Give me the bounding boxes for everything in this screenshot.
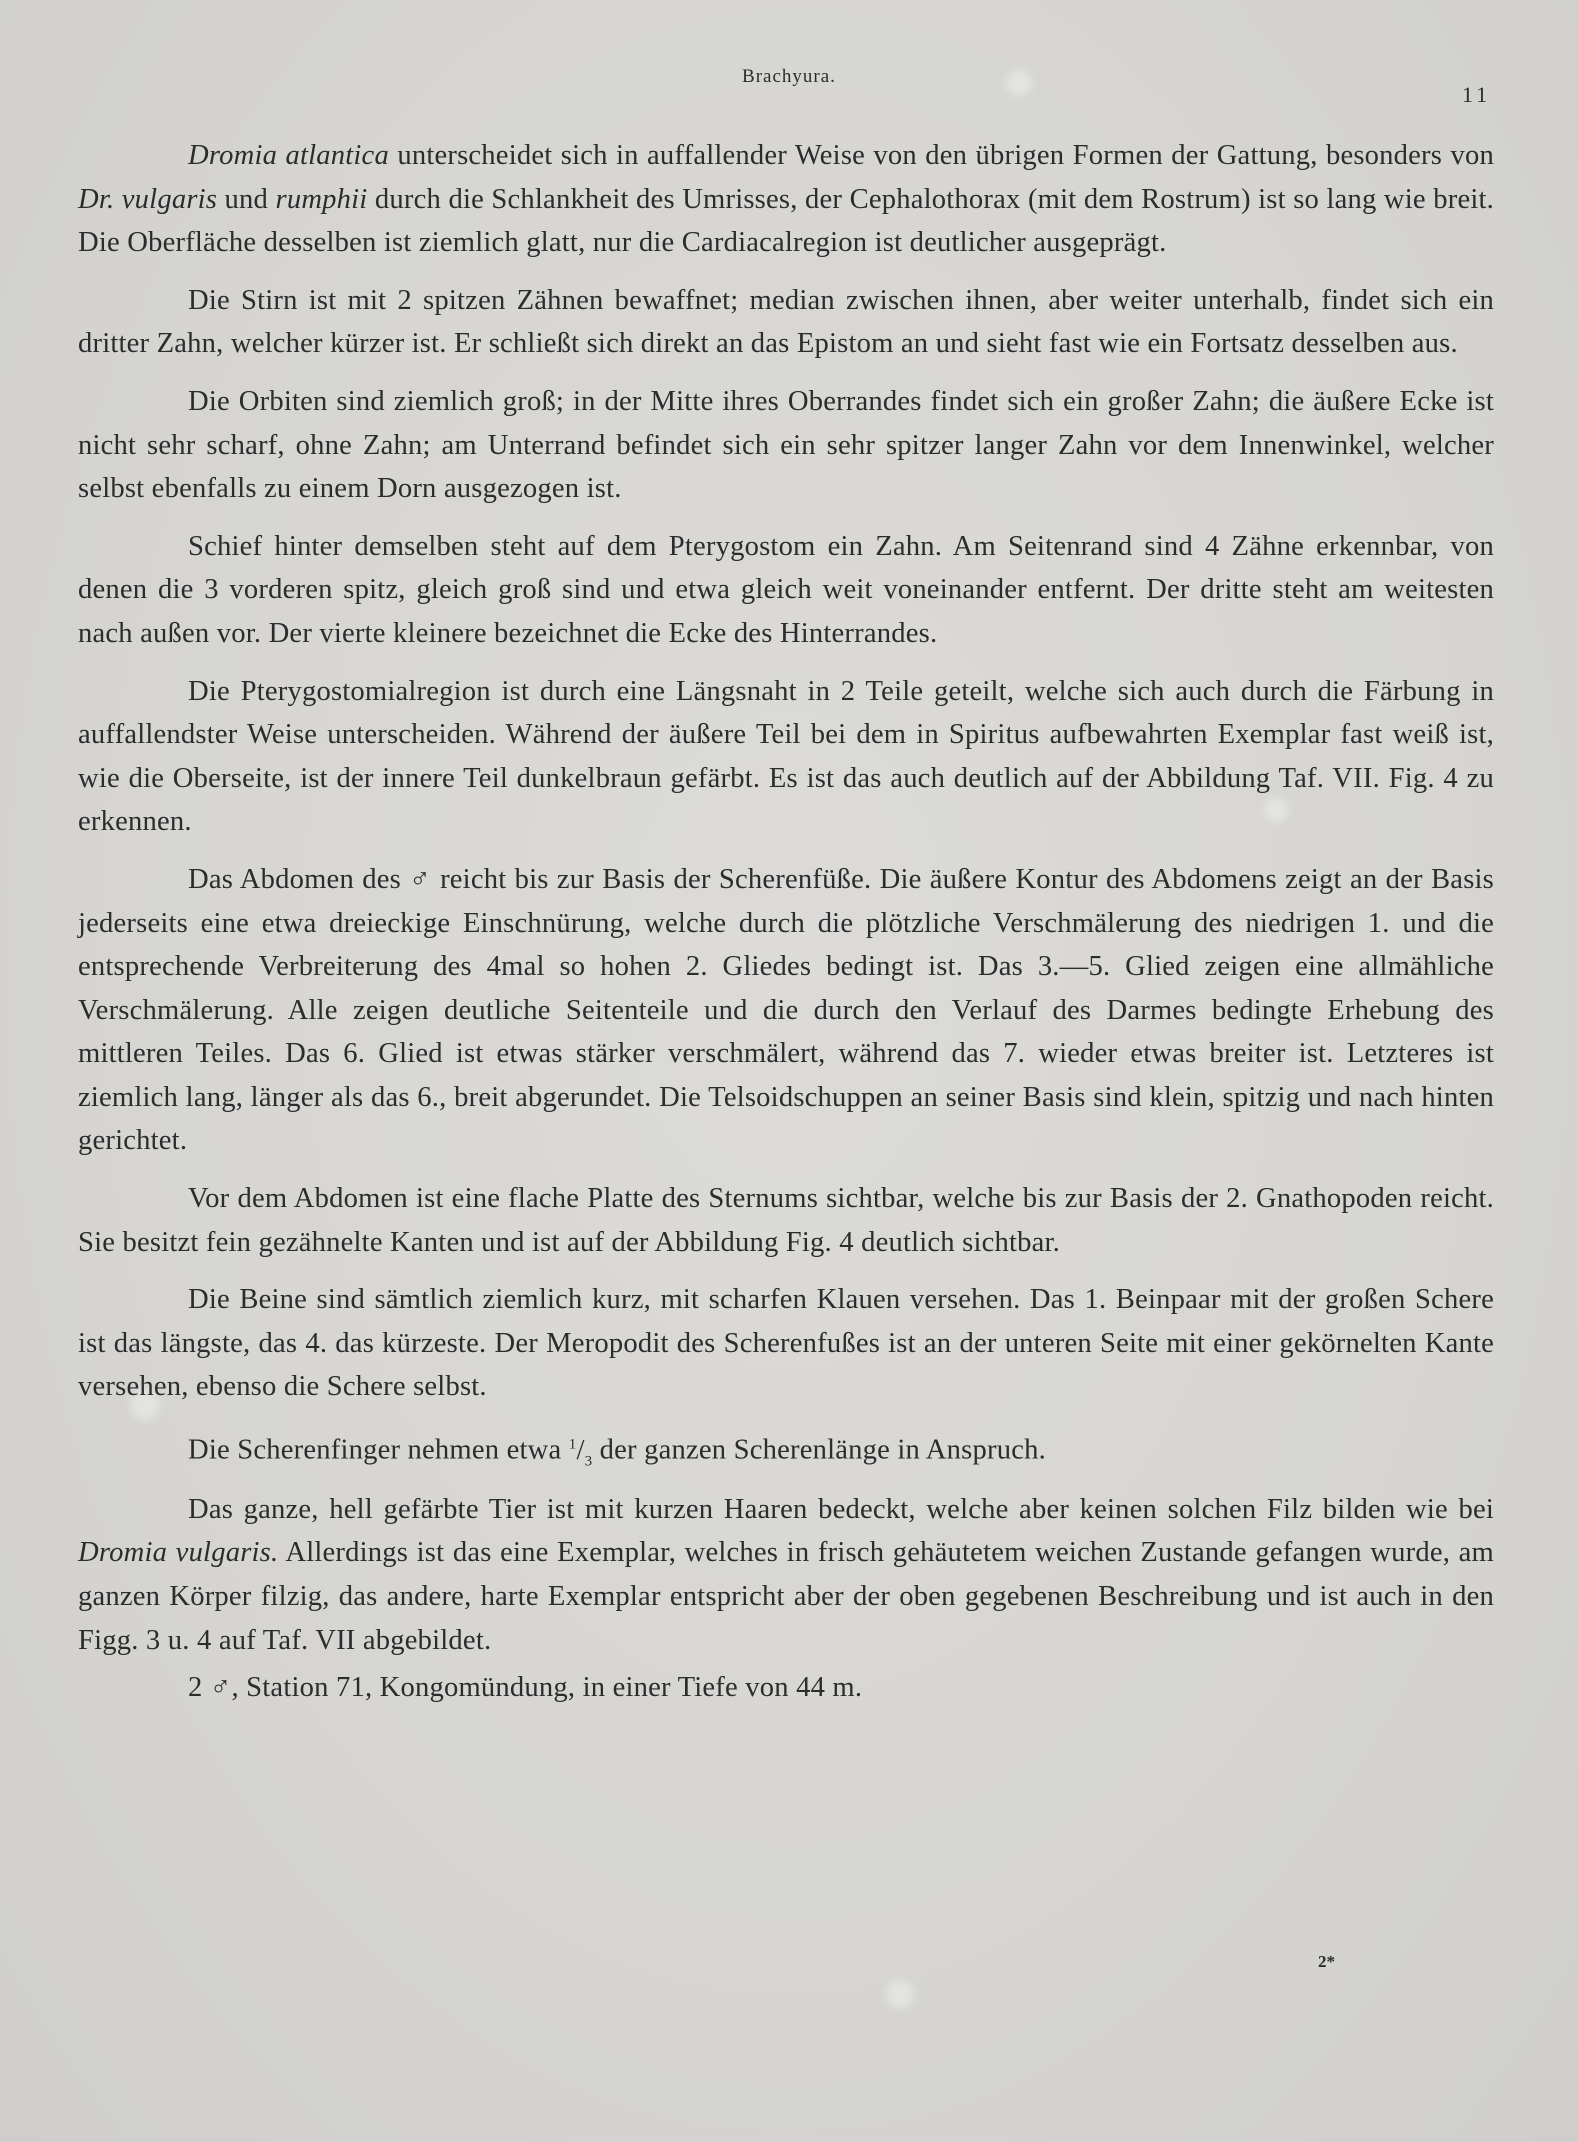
text-run: Vor dem Abdomen ist eine flache Platte des Sternums sichtbar, welche bis zur Basis der 2. Gnathopoden reicht. Sie besitzt fein gezähnelte Kanten und ist auf der Abbildung Fig. 4 deutlich sichtbar. bbox=[78, 1183, 1494, 1258]
paragraph bbox=[78, 1666, 1494, 1710]
paragraph bbox=[78, 1278, 1494, 1409]
text-run: Schief hinter demselben steht auf dem Pterygostom ein Zahn. Am Seitenrand sind 4 Zähne erkennbar, von denen die 3 vorderen spitz, gleich groß sind und etwa gleich weit voneinander entfernt. Der dritte steht am weitesten nach außen vor. Der vierte kleinere bezeichnet die Ecke des Hinterrandes. bbox=[78, 530, 1494, 649]
italic-taxon-name: Dromia vulgaris. bbox=[78, 1537, 279, 1569]
text-run: Das ganze, hell gefärbte Tier ist mit kurzen Haaren bedeckt, welche aber keinen solchen Filz bilden wie bei bbox=[188, 1493, 1494, 1525]
paragraph bbox=[78, 1423, 1494, 1484]
text-run: durch die Schlankheit des Umrisses, der Cephalothorax (mit dem Rostrum) ist so lang wie breit. Die Oberfläche desselben ist ziemlich glatt, nur die Cardiacalregion ist deutlicher ausgeprägt. bbox=[78, 183, 1495, 259]
text-run: und bbox=[217, 183, 276, 215]
text-run: der ganzen Scherenlänge in Anspruch. bbox=[592, 1434, 1046, 1466]
text-run: Das Abdomen des ♂ reicht bis zur Basis der Scherenfüße. Die äußere Kontur des Abdomens zeigt an der Basis jederseits eine etwa dreieckige Einschnürung, welche durch die plötzliche Verschmälerung des niedrigen 1. und die entsprechende Verbreiterung des 4mal so hohen 2. Gliedes bedingt ist. Das 3.—5. Glied zeigen eine allmähliche Verschmälerung. Alle zeigen deutliche Seitenteile und die durch den Verlauf des Darmes bedingte Erhebung des mittleren Teiles. Das 6. Glied ist etwas stärker verschmälert, während das 7. wieder etwas breiter ist. Letzteres ist ziemlich lang, länger als das 6., breit abgerundet. Die Telsoidschuppen an seiner Basis sind klein, spitzig und nach hinten gerichtet. bbox=[78, 863, 1494, 1157]
text-run: Allerdings ist das eine Exemplar, welches in frisch gehäutetem weichen Zustande gefangen wurde, am ganzen Körper filzig, das andere, harte Exemplar entspricht aber der oben gegebenen Beschreibung und ist auch in den Figg. 3 u. 4 auf Taf. VII abgebildet. bbox=[78, 1537, 1494, 1656]
paragraph bbox=[78, 858, 1494, 1163]
text-run: Die Beine sind sämtlich ziemlich kurz, mit scharfen Klauen versehen. Das 1. Beinpaar mit der großen Schere ist das längste, das 4. das kürzeste. Der Meropodit des Scherenfußes ist an der unteren Seite mit einer gekörnelten Kante versehen, ebenso die Schere selbst. bbox=[78, 1284, 1494, 1403]
text-run: Die Scherenfinger nehmen etwa bbox=[188, 1434, 569, 1466]
running-head: Brachyura. bbox=[742, 66, 836, 87]
page-number: 11 bbox=[1462, 82, 1492, 107]
text-run: unterscheidet sich in auffallender Weise von den übrigen Formen der Gattung, besonders von bbox=[388, 140, 1494, 171]
text-run: Die Pterygostomialregion ist durch eine Längsnaht in 2 Teile geteilt, welche sich auch durch die Färbung in auffallendster Weise unterscheiden. Während der äußere Teil bei dem in Spiritus aufbewahrten Exemplar fast weiß ist, wie die Oberseite, ist der innere Teil dunkelbraun gefärbt. Es ist das auch deutlich auf der Abbildung Taf. VII. Fig. 4 zu erkennen. bbox=[78, 675, 1494, 838]
paragraph bbox=[78, 525, 1494, 656]
paragraph bbox=[78, 1177, 1494, 1264]
italic-taxon-name: Dromia atlantica bbox=[188, 140, 389, 171]
fraction: $^1/_3$ bbox=[568, 1434, 593, 1470]
italic-taxon-name: rumphii bbox=[275, 183, 368, 215]
paragraph bbox=[78, 1488, 1494, 1662]
text-run: Die Stirn ist mit 2 spitzen Zähnen bewaffnet; median zwischen ihnen, aber weiter unterhalb, findet sich ein dritter Zahn, welcher kürzer ist. Er schließt sich direkt an das Epistom an und sieht fast wie ein Fortsatz desselben aus. bbox=[78, 284, 1494, 360]
body-text bbox=[78, 134, 1494, 1724]
text-run: 2 ♂, Station 71, Kongomündung, in einer Tiefe von 44 m. bbox=[188, 1672, 863, 1704]
paragraph bbox=[78, 670, 1494, 844]
paper-spot bbox=[886, 1980, 914, 2008]
italic-taxon-name: Dr. vulgaris bbox=[78, 183, 218, 215]
text-run: Die Orbiten sind ziemlich groß; in der Mitte ihres Oberrandes findet sich ein großer Zahn; die äußere Ecke ist nicht sehr scharf, ohne Zahn; am Unterrand befindet sich ein sehr spitzer langer Zahn vor dem Innenwinkel, welcher selbst ebenfalls zu einem Dorn ausgezogen ist. bbox=[78, 385, 1494, 505]
paragraph bbox=[78, 380, 1494, 511]
signature-mark: 2* bbox=[1318, 1952, 1335, 1971]
paragraph bbox=[78, 279, 1494, 366]
paragraph bbox=[78, 134, 1494, 265]
